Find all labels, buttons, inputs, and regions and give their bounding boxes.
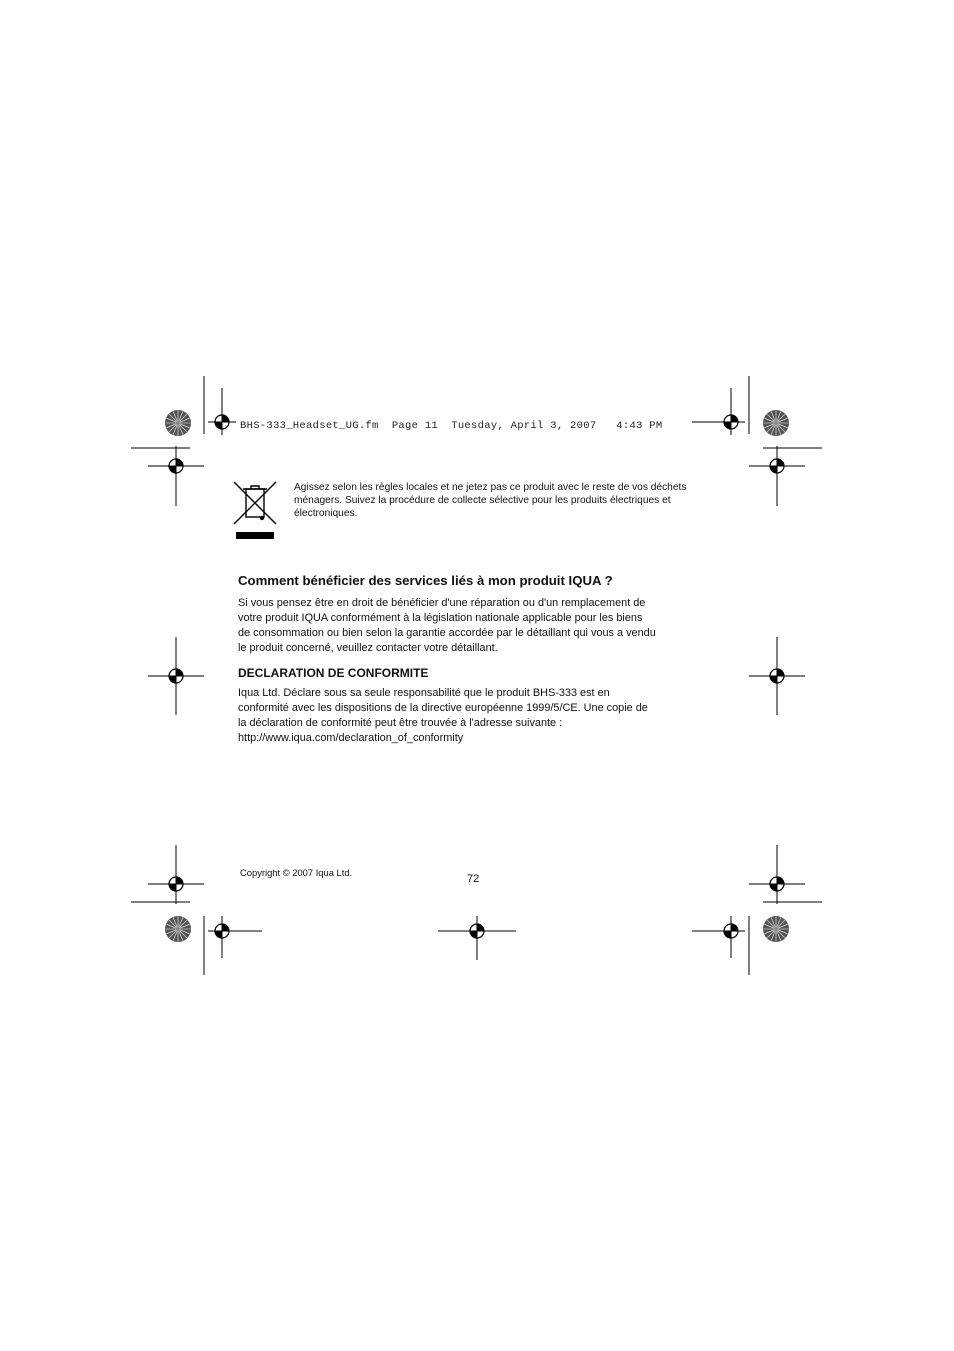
services-heading: Comment bénéficier des services liés à mon produit IQUA ? <box>238 573 613 588</box>
page-number: 72 <box>467 873 480 885</box>
crossed-out-wheelie-bin-icon <box>232 480 278 542</box>
services-line: Si vous pensez être en droit de bénéficier d'une réparation ou d'un remplacement de <box>238 597 646 609</box>
services-line: de consommation ou bien selon la garantie accordée par le détaillant qui vous a vendu <box>238 627 656 640</box>
declaration-line: Iqua Ltd. Déclare sous sa seule responsabilité que le produit BHS-333 est en <box>238 687 610 699</box>
declaration-paragraph <box>238 686 708 746</box>
declaration-line: la déclaration de conformité peut être trouvée à l'adresse suivante : <box>238 717 563 730</box>
file-header-line: BHS-333_Headset_UG.fm Page 11 Tuesday, April 3, 2007 4:43 PM <box>240 420 663 432</box>
declaration-heading: DECLARATION DE CONFORMITE <box>238 666 429 680</box>
weee-disposal-notice: Agissez selon les règles locales et ne jetez pas ce produit avec le reste de vos déchets ménagers. Suivez la procédure de collecte sélective pour les produits électriques et électroniques. <box>294 482 687 520</box>
copyright-notice: Copyright © 2007 Iqua Ltd. <box>240 867 353 878</box>
services-paragraph <box>238 596 708 656</box>
services-line: le produit concerné, veuillez contacter votre détaillant. <box>238 642 498 655</box>
declaration-line: conformité avec les dispositions de la directive européenne 1999/5/CE. Une copie de <box>238 702 648 715</box>
declaration-link[interactable]: http://www.iqua.com/declaration_of_conformity <box>238 732 464 745</box>
services-line: votre produit IQUA conformément à la législation nationale applicable pour les biens <box>238 612 643 625</box>
